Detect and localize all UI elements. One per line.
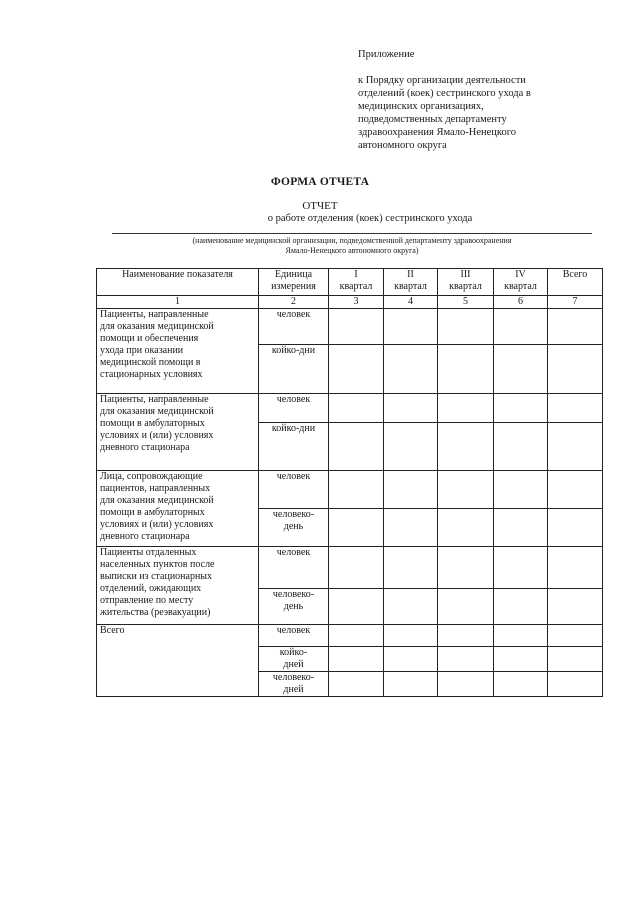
report-title: ОТЧЕТ [302,200,338,212]
value-cell-q2[interactable] [384,589,438,625]
value-cell-q4[interactable] [494,647,548,672]
unit-cell [259,589,329,625]
value-cell-total[interactable] [548,589,603,625]
value-cell-q1[interactable] [329,589,384,625]
indicator-name-line: помощи в амбулаторных [100,418,205,429]
value-cell-q3[interactable] [438,672,494,697]
value-cell-q4[interactable] [494,509,548,547]
unit-label: человек [276,547,311,558]
value-cell-total[interactable] [548,509,603,547]
unit-cell [259,672,329,697]
indicator-name-line: стационарных условиях [100,369,203,380]
header-total: Всего [548,269,603,296]
appendix-line: здравоохранения Ямало-Ненецкого [358,127,517,138]
value-cell-total[interactable] [548,672,603,697]
report-subtitle: о работе отделения (коек) сестринского ухода [267,213,473,224]
value-cell-total[interactable] [548,471,603,509]
indicator-name-line: условиях и (или) условиях [100,430,214,441]
value-cell-q2[interactable] [384,547,438,589]
header-q4: IV квартал [494,269,548,296]
value-cell-q2[interactable] [384,647,438,672]
unit-label: человеко- [272,509,315,520]
value-cell-q4[interactable] [494,423,548,471]
unit-cell [259,309,329,345]
indicator-name-line: Лица, сопровождающие [100,471,203,482]
organization-name-line [112,233,592,234]
report-table [96,268,603,697]
value-cell-total[interactable] [548,547,603,589]
value-cell-q1[interactable] [329,647,384,672]
value-cell-q2[interactable] [384,471,438,509]
value-cell-total[interactable] [548,423,603,471]
indicator-name [97,471,259,547]
indicator-name-line: помощи и обеспечения [100,333,199,344]
value-cell-q3[interactable] [438,471,494,509]
indicator-name-line: ухода при оказании [100,345,184,356]
value-cell-q1[interactable] [329,423,384,471]
value-cell-q3[interactable] [438,423,494,471]
table-row [97,471,603,509]
column-number-row [97,296,603,309]
organization-caption-line: (наименование медицинской организации, подведомственной департаменту здравоохранения [192,236,512,245]
value-cell-q2[interactable] [384,309,438,345]
appendix-block [358,48,608,152]
column-number: 3 [329,296,384,309]
unit-cell [259,345,329,394]
indicator-name-line: отделений, ожидающих [100,583,202,594]
column-number: 6 [494,296,548,309]
value-cell-q1[interactable] [329,309,384,345]
value-cell-q4[interactable] [494,589,548,625]
unit-label: человек [276,309,311,320]
value-cell-q3[interactable] [438,345,494,394]
appendix-line: подведомственных департаменту [358,114,507,125]
unit-label: койко-дни [271,345,316,356]
appendix-line: автономного округа [358,140,447,151]
indicator-name [97,394,259,471]
value-cell-q3[interactable] [438,625,494,647]
unit-cell [259,625,329,647]
unit-label: человеко- [272,589,315,600]
indicator-name-line: дневного стационара [100,531,190,542]
value-cell-q1[interactable] [329,509,384,547]
value-cell-q4[interactable] [494,309,548,345]
header-q3: III квартал [438,269,494,296]
indicator-name-line: для оказания медицинской [100,495,214,506]
unit-cell [259,647,329,672]
header-unit: Единица измерения [259,269,329,296]
indicator-name-line: Пациенты отдаленных [100,547,197,558]
value-cell-q3[interactable] [438,589,494,625]
unit-label: человек [276,471,311,482]
value-cell-q1[interactable] [329,625,384,647]
appendix-line: к Порядку организации деятельности [358,75,526,86]
unit-cell [259,423,329,471]
unit-cell [259,509,329,547]
header-q1: I квартал [329,269,384,296]
unit-cell [259,394,329,423]
organization-caption [112,236,592,256]
indicator-name-line: дневного стационара [100,442,190,453]
value-cell-q3[interactable] [438,647,494,672]
column-number: 7 [548,296,603,309]
value-cell-total[interactable] [548,394,603,423]
value-cell-q1[interactable] [329,547,384,589]
unit-cell [259,547,329,589]
indicator-name [97,547,259,625]
value-cell-q2[interactable] [384,672,438,697]
value-cell-q1[interactable] [329,345,384,394]
indicator-name-line: жительства (реэвакуации) [100,607,211,618]
indicator-name-line: отправление по месту [100,595,194,606]
table-body [97,309,603,697]
indicator-name-line: Пациенты, направленные [100,394,209,405]
organization-caption-line: Ямало-Ненецкого автономного округа) [285,246,419,255]
unit-label: дней [283,684,304,695]
value-cell-q1[interactable] [329,394,384,423]
header-name: Наименование показателя [97,269,259,296]
value-cell-q2[interactable] [384,345,438,394]
indicator-name-line: медицинской помощи в [100,357,201,368]
unit-label: койко- [279,647,308,658]
value-cell-q1[interactable] [329,672,384,697]
value-cell-q3[interactable] [438,509,494,547]
value-cell-q3[interactable] [438,547,494,589]
column-number: 4 [384,296,438,309]
table-row [97,394,603,423]
table-row [97,625,603,647]
form-title: ФОРМА ОТЧЕТА [270,176,370,188]
appendix-line: отделений (коек) сестринского ухода в [358,88,531,99]
value-cell-q4[interactable] [494,547,548,589]
indicator-name-line: условиях и (или) условиях [100,519,214,530]
unit-label: койко-дни [271,423,316,434]
unit-label: дней [283,659,304,670]
header-q2: II квартал [384,269,438,296]
indicator-name-line: для оказания медицинской [100,406,214,417]
indicator-name [97,625,259,697]
value-cell-q4[interactable] [494,625,548,647]
value-cell-total[interactable] [548,647,603,672]
table-row [97,547,603,589]
value-cell-q2[interactable] [384,423,438,471]
indicator-name-line: Всего [100,625,125,636]
column-number: 1 [97,296,259,309]
appendix-title: Приложение [358,49,415,60]
value-cell-total[interactable] [548,625,603,647]
unit-label: человек [276,394,311,405]
table-header-row [97,269,603,296]
value-cell-q3[interactable] [438,394,494,423]
unit-label: человек [276,625,311,636]
value-cell-total[interactable] [548,345,603,394]
unit-cell [259,471,329,509]
value-cell-q4[interactable] [494,672,548,697]
indicator-name-line: пациентов, направленных [100,483,211,494]
value-cell-q4[interactable] [494,394,548,423]
value-cell-q4[interactable] [494,345,548,394]
table-row [97,309,603,345]
column-number: 5 [438,296,494,309]
unit-label: день [283,521,304,532]
indicator-name [97,309,259,394]
value-cell-q4[interactable] [494,471,548,509]
indicator-name-line: для оказания медицинской [100,321,214,332]
indicator-name-line: населенных пунктов после [100,559,215,570]
value-cell-total[interactable] [548,309,603,345]
indicator-name-line: Пациенты, направленные [100,309,209,320]
appendix-line: медицинских организациях, [358,101,484,112]
indicator-name-line: выписки из стационарных [100,571,213,582]
value-cell-q2[interactable] [384,394,438,423]
value-cell-q3[interactable] [438,309,494,345]
value-cell-q1[interactable] [329,471,384,509]
column-number: 2 [259,296,329,309]
value-cell-q2[interactable] [384,625,438,647]
unit-label: человеко- [272,672,315,683]
unit-label: день [283,601,304,612]
indicator-name-line: помощи в амбулаторных [100,507,205,518]
value-cell-q2[interactable] [384,509,438,547]
